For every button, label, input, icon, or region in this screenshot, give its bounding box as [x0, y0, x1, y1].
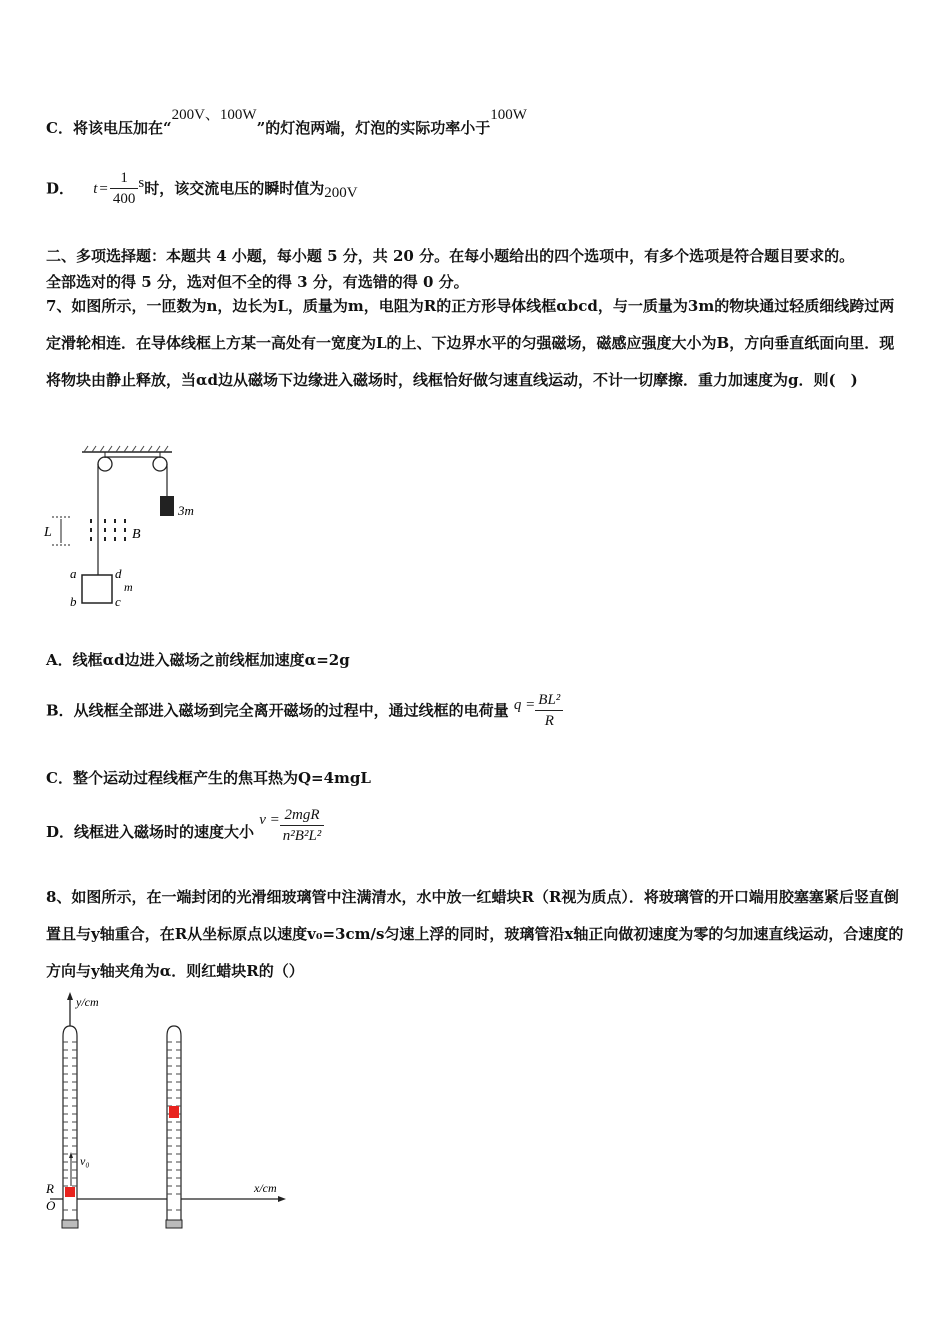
q7-option-d-fraction: [280, 805, 325, 846]
q7-option-b-lhs: q =: [513, 696, 536, 713]
tube-left: [62, 1026, 78, 1228]
R-label: R: [46, 1181, 54, 1196]
red-block-moved: [169, 1106, 179, 1118]
equals: =: [99, 180, 108, 197]
section-heading-line2: 全部选对的得 5 分，选对但不全的得 3 分，有选错的得 0 分。: [46, 273, 469, 291]
q7-option-c: C．整个运动过程线框产生的焦耳热为Q=4mgL: [46, 769, 371, 787]
q7-option-d-num: 2mgR: [280, 805, 325, 826]
q7-option-d-lhs: v =: [259, 811, 280, 828]
q7-option-a: A．线框αd边进入磁场之前线框加速度α=2g: [46, 651, 350, 669]
voltage-value: 200V: [324, 184, 358, 201]
bulb-rating: 200V、100W: [171, 107, 257, 123]
field-dots: [90, 519, 126, 541]
ceiling-hatch: [84, 446, 168, 452]
L-label: L: [44, 525, 52, 540]
option-c-text2: ”的灯泡两端，灯泡的实际功率小于: [256, 119, 491, 137]
time-den: 400: [112, 191, 136, 207]
power-value: 100W: [490, 107, 527, 123]
corner-a: a: [70, 566, 77, 581]
section-heading-line1: 二、多项选择题：本题共 4 小题，每小题 5 分，共 20 分。在每小题给出的四个选项中，有多个选项是符合题目要求的。: [46, 247, 855, 265]
coil-frame: [82, 575, 112, 603]
coil-mass-label: m: [124, 580, 133, 594]
time-unit: s: [138, 174, 145, 191]
mass-label: 3m: [178, 503, 194, 518]
q7-option-b-text: B．从线框全部进入磁场到完全离开磁场的过程中，通过线框的电荷量: [46, 701, 509, 720]
q8-figure: [40, 990, 300, 1235]
time-fraction: [110, 168, 139, 209]
option-d: [46, 168, 358, 209]
q7-figure: [40, 440, 220, 620]
v0-label: v₀: [80, 1154, 90, 1168]
option-d-label: D．: [46, 179, 75, 198]
q7-option-b: [46, 690, 563, 731]
B-label: B: [132, 527, 141, 542]
corner-d: d: [115, 566, 122, 581]
corner-b: b: [70, 594, 77, 609]
tube-right: [166, 1026, 182, 1228]
y-axis-arrow: [67, 992, 73, 1000]
q7-option-b-fraction: [535, 690, 563, 731]
x-axis-arrow: [278, 1196, 286, 1202]
corner-c: c: [115, 594, 121, 609]
q7-option-d-den: n²B²L²: [282, 828, 322, 844]
y-axis-label: y/cm: [76, 995, 99, 1009]
option-c-label: C．: [46, 119, 73, 137]
option-c-text1: 将该电压加在“: [72, 119, 172, 137]
x-axis-label: x/cm: [254, 1181, 277, 1195]
q7-option-b-num: BL²: [535, 690, 563, 711]
question-7-text: 7、如图所示，一匝数为n，边长为L，质量为m，电阻为R的正方形导体线框αbcd，与一质量为3m的物块通过轻质细线跨过两定滑轮相连．在导体线框上方某一高处有一宽度为L的上、下边界水平的匀强磁场，磁感应强度大小为B，方向垂直纸面向里．现将物块由静止释放，当αd边从磁场下边缘进入磁场时，线框恰好做匀速直线运动，不计一切摩擦．重力加速度为g．则( ): [46, 297, 895, 389]
time-num: 1: [110, 168, 139, 189]
O-label: O: [46, 1198, 56, 1213]
option-d-text: 时，该交流电压的瞬时值为: [144, 179, 325, 198]
q7-option-d: [46, 805, 324, 846]
t-var: t: [93, 180, 98, 197]
mass-block: [160, 496, 174, 516]
q7-option-b-den: R: [544, 713, 554, 729]
option-c: [46, 107, 527, 139]
right-pulley: [153, 457, 167, 471]
red-block-origin: [65, 1187, 75, 1197]
q7-option-d-text: D．线框进入磁场时的速度大小: [46, 822, 255, 841]
question-8-text: 8、如图所示，在一端封闭的光滑细玻璃管中注满清水，水中放一红蜡块R（R视为质点）．将玻璃管的开口端用胶塞塞紧后竖直倒置且与y轴重合，在R从坐标原点以速度v₀=3cm/s匀速上浮的同时，玻璃管沿x轴正向做初速度为零的匀加速直线运动，合速度的方向与y轴夹角为α．则红蜡块R的（）: [46, 888, 904, 980]
left-pulley: [98, 457, 112, 471]
